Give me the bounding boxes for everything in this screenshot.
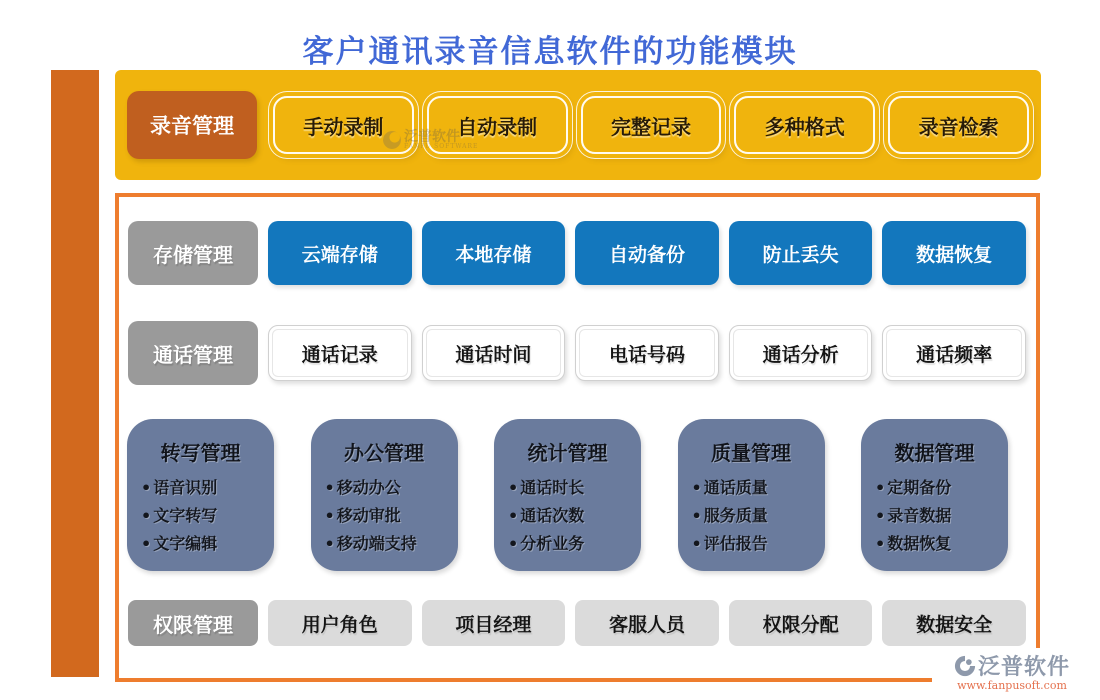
permission-item-permission-assignment: 权限分配	[729, 600, 873, 646]
feature-bullet: • 语音识别	[141, 474, 274, 502]
footer-url-text: www.fanpusoft.com	[957, 679, 1067, 692]
feature-bullet: • 移动端支持	[325, 530, 458, 558]
permission-management-label: 权限管理	[128, 600, 258, 646]
feature-bullet: • 分析业务	[508, 530, 641, 558]
feature-bullet: • 文字转写	[141, 502, 274, 530]
feature-box-transcription	[127, 419, 274, 571]
call-item-call-records: 通话记录	[268, 325, 412, 381]
call-item-phone-number: 电话号码	[575, 325, 719, 381]
left-accent-bar	[51, 70, 99, 677]
feature-bullet: • 数据恢复	[875, 530, 1008, 558]
feature-bullet: • 录音数据	[875, 502, 1008, 530]
feature-boxes-row	[127, 419, 1008, 571]
feature-bullet: • 通话次数	[508, 502, 641, 530]
recording-management-label: 录音管理	[127, 91, 257, 159]
footer-brand-block	[932, 648, 1092, 694]
feature-bullet: • 通话质量	[692, 474, 825, 502]
recording-management-panel	[115, 70, 1041, 180]
call-item-call-analysis: 通话分析	[729, 325, 873, 381]
storage-management-label: 存储管理	[128, 221, 258, 285]
feature-bullet: • 通话时长	[508, 474, 641, 502]
feature-bullet: • 评估报告	[692, 530, 825, 558]
feature-bullet: • 移动审批	[325, 502, 458, 530]
recording-items-row	[273, 96, 1029, 154]
fanpu-logo-icon	[954, 655, 976, 677]
storage-item-cloud-storage: 云端存储	[268, 221, 412, 285]
watermark-brand-text: 泛普软件	[404, 129, 460, 145]
permission-item-project-manager: 项目经理	[422, 600, 566, 646]
feature-bullet: • 定期备份	[875, 474, 1008, 502]
main-modules-panel	[115, 193, 1040, 682]
recording-item-recording-search: 录音检索	[888, 96, 1029, 154]
permission-item-service-staff: 客服人员	[575, 600, 719, 646]
call-item-call-time: 通话时间	[422, 325, 566, 381]
permission-items-row	[268, 600, 1026, 646]
watermark-sub-text: FANPU SOFTWARE	[404, 143, 479, 150]
feature-box-quality	[678, 419, 825, 571]
permission-item-data-security: 数据安全	[882, 600, 1026, 646]
storage-items-row	[268, 221, 1026, 285]
call-management-row	[128, 321, 1026, 385]
recording-item-auto-record: 自动录制	[427, 96, 568, 154]
storage-item-loss-prevention: 防止丢失	[729, 221, 873, 285]
recording-item-complete-record: 完整记录	[581, 96, 722, 154]
feature-bullet: • 文字编辑	[141, 530, 274, 558]
storage-item-data-recovery: 数据恢复	[882, 221, 1026, 285]
recording-item-manual-record: 手动录制	[273, 96, 414, 154]
feature-box-office	[311, 419, 458, 571]
call-management-label: 通话管理	[128, 321, 258, 385]
storage-item-local-storage: 本地存储	[422, 221, 566, 285]
permission-item-user-role: 用户角色	[268, 600, 412, 646]
storage-management-row	[128, 221, 1026, 285]
feature-bullet: • 移动办公	[325, 474, 458, 502]
call-items-row	[268, 325, 1026, 381]
feature-box-title: 质量管理	[711, 441, 791, 465]
feature-bullet: • 服务质量	[692, 502, 825, 530]
footer-brand-text: 泛普软件	[977, 654, 1070, 680]
permission-management-row	[128, 600, 1026, 646]
page-title: 客户通讯录音信息软件的功能模块	[302, 34, 798, 70]
storage-item-auto-backup: 自动备份	[575, 221, 719, 285]
feature-box-title: 数据管理	[894, 441, 975, 465]
call-item-call-frequency: 通话频率	[882, 325, 1026, 381]
feature-box-data	[861, 419, 1008, 571]
feature-box-title: 统计管理	[527, 441, 608, 465]
feature-box-statistics	[494, 419, 641, 571]
feature-box-title: 转写管理	[160, 441, 241, 465]
recording-item-multi-format: 多种格式	[734, 96, 875, 154]
feature-box-title: 办公管理	[344, 441, 424, 465]
